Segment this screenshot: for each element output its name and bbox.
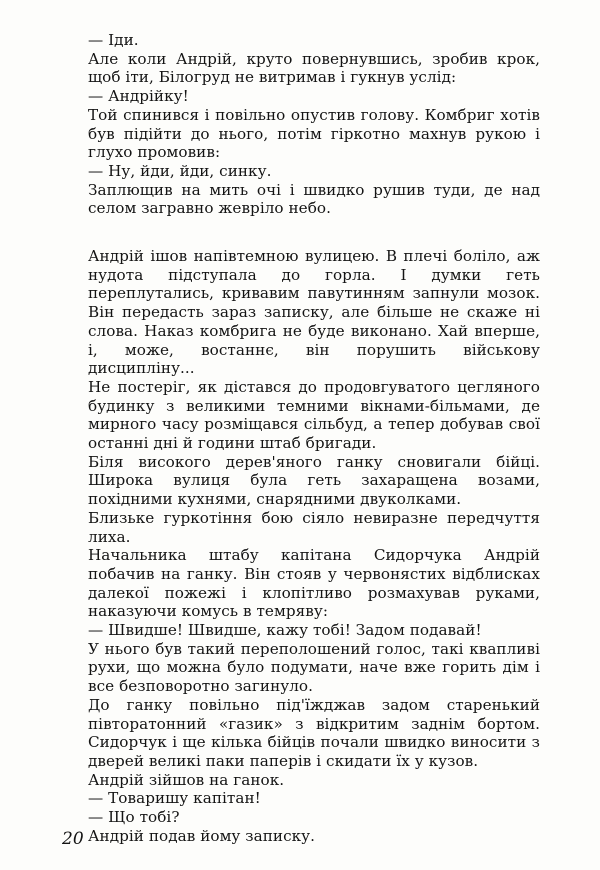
paragraph: — Іди. xyxy=(88,31,139,49)
paragraph: Заплющив на мить очі і швидко рушив туди, де над селом загравно жевріло небо. xyxy=(88,180,540,218)
paragraph: Начальника штабу капітана Сидорчука Андрій побачив на ганку. Він стояв у червонястих відблисках далекої пожежі і клопітливо розмахував руками, наказуючи комусь в темряву: xyxy=(88,546,540,621)
paragraph: Близьке гуркотіння бою сіяло невиразне передчуття лиха. xyxy=(88,508,540,546)
paragraph: Біля високого дерев'яного ганку сновигали бійці. Широка вулиця була геть захаращена возами, похідними кухнями, снарядними двуколками. xyxy=(88,452,540,509)
paragraph: Але коли Андрій, круто повернувшись, зробив крок, щоб іти, Білогруд не витримав і гукнув услід: xyxy=(88,49,540,87)
page-number: 20 xyxy=(62,829,84,849)
paragraph: Андрій ішов напівтемною вулицею. В плечі боліло, аж нудота підступала до горла. І думки геть переплутались, кривавим павутинням запнули мозок. Він передасть зараз записку, але більше не скаже ні слова. Наказ комбрига не буде виконано. Хай вперше, і, може, востаннє, він порушить військову дисципліну... xyxy=(88,247,540,378)
text-section-one xyxy=(88,31,540,218)
paragraph: У нього був такий переполошений голос, такі квапливі рухи, що можна було подумати, наче вже горить дім і все безповоротно загинуло. xyxy=(88,639,540,696)
paragraph: Не постеріг, як дістався до продовгуватого цегляного будинку з великими темними вікнами-більмами, де мирного часу розміщався сільбуд, а тепер добував свої останні дні й години штаб бригади. xyxy=(88,377,540,453)
paragraph: Той спинився і повільно опустив голову. Комбриг хотів був підійти до нього, потім гіркотно махнув рукою і глухо промовив: xyxy=(88,105,540,162)
paragraph: До ганку повільно під'їжджав задом старенький півторатонний «газик» з відкритим заднім бортом. Сидорчук і ще кілька бійців почали швидко виносити з дверей великі паки паперів і скидати їх у кузов. xyxy=(88,695,540,770)
paragraph: — Товаришу капітан! xyxy=(88,789,261,808)
paragraph: Андрій подав йому записку. xyxy=(88,826,316,845)
paragraph: — Що тобі? xyxy=(88,808,180,827)
paragraph: Андрій зійшов на ганок. xyxy=(88,770,285,789)
paragraph: — Андрійку! xyxy=(88,87,189,106)
paragraph: — Ну, йди, йди, синку. xyxy=(88,161,272,180)
text-section-two xyxy=(88,247,540,846)
paragraph: — Швидше! Швидше, кажу тобі! Задом подавай! xyxy=(88,621,482,640)
